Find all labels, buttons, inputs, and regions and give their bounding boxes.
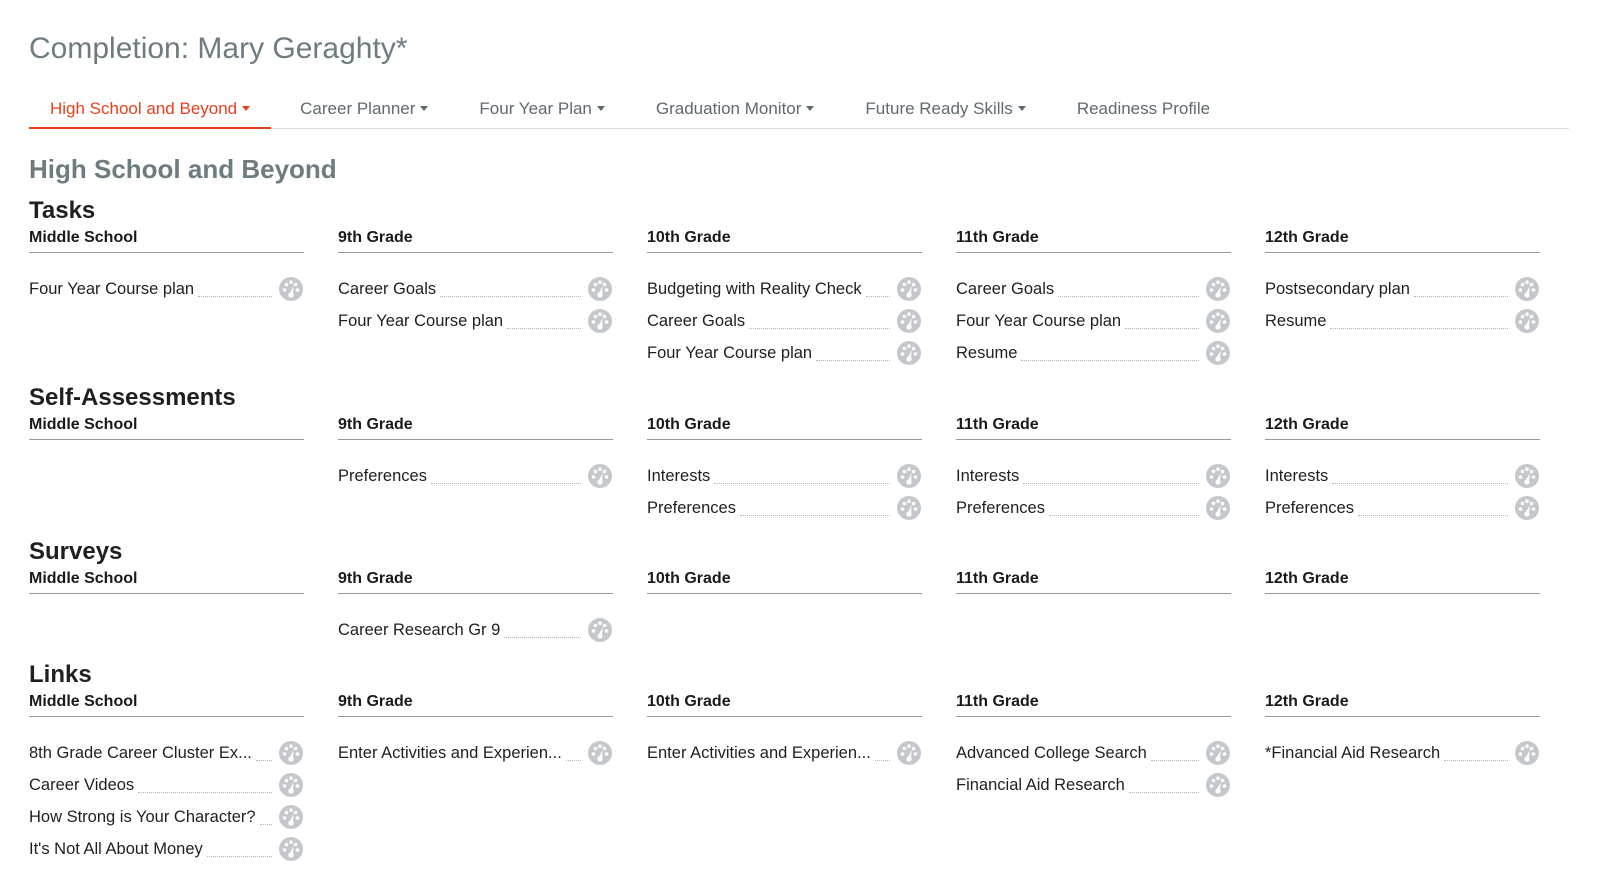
- dotted-leader: [1358, 514, 1508, 516]
- grade-column: [338, 413, 613, 524]
- tab-future-ready-skills[interactable]: [865, 88, 1025, 128]
- dotted-leader: [1058, 295, 1199, 297]
- dotted-leader: [260, 823, 272, 825]
- page-title: Completion: Mary Geraghty*: [29, 32, 408, 65]
- item-label[interactable]: Career Goals: [338, 279, 437, 298]
- chevron-down-icon: [806, 106, 814, 111]
- gauge-icon[interactable]: [1205, 276, 1231, 302]
- list-item[interactable]: [647, 492, 922, 524]
- grade-column: [1265, 413, 1540, 524]
- item-label[interactable]: Postsecondary plan: [1265, 279, 1410, 298]
- item-list: [956, 460, 1231, 524]
- dotted-leader: [749, 327, 890, 329]
- grade-header: Middle School: [29, 413, 304, 440]
- item-list: [338, 460, 613, 492]
- grade-header: 9th Grade: [338, 567, 613, 594]
- item-list: [647, 460, 922, 524]
- gauge-icon[interactable]: [278, 772, 304, 798]
- grade-column: [1265, 567, 1540, 646]
- tab-four-year-plan[interactable]: [479, 88, 604, 128]
- list-item[interactable]: [647, 273, 922, 305]
- gauge-icon[interactable]: [587, 308, 613, 334]
- list-item[interactable]: [29, 273, 304, 305]
- list-item[interactable]: [1265, 460, 1540, 492]
- gauge-icon[interactable]: [1205, 772, 1231, 798]
- grade-header: 11th Grade: [956, 690, 1231, 717]
- dotted-leader: [1129, 791, 1199, 793]
- item-label[interactable]: *Financial Aid Research: [1265, 743, 1441, 762]
- item-label[interactable]: Preferences: [338, 466, 427, 485]
- item-label[interactable]: Resume: [1265, 311, 1327, 330]
- dotted-leader: [198, 295, 272, 297]
- item-label[interactable]: Four Year Course plan: [29, 279, 195, 298]
- chevron-down-icon: [242, 106, 250, 111]
- dotted-leader: [504, 636, 581, 638]
- gauge-icon[interactable]: [1514, 463, 1540, 489]
- gauge-icon[interactable]: [587, 740, 613, 766]
- list-item[interactable]: [29, 737, 304, 769]
- gauge-icon[interactable]: [1205, 495, 1231, 521]
- gauge-icon[interactable]: [1514, 495, 1540, 521]
- grade-header: 10th Grade: [647, 690, 922, 717]
- group-title: Surveys: [29, 538, 123, 565]
- gauge-icon[interactable]: [896, 740, 922, 766]
- dotted-leader: [866, 295, 890, 297]
- item-label[interactable]: Financial Aid Research: [956, 775, 1125, 794]
- item-label[interactable]: Career Videos: [29, 775, 135, 794]
- list-item[interactable]: [956, 492, 1231, 524]
- group-surveys: [29, 537, 1569, 646]
- list-item[interactable]: [1265, 305, 1540, 337]
- list-item[interactable]: [29, 769, 304, 801]
- list-item[interactable]: [1265, 492, 1540, 524]
- item-label[interactable]: Advanced College Search: [956, 743, 1147, 762]
- grade-column: [29, 690, 304, 865]
- gauge-icon[interactable]: [896, 495, 922, 521]
- item-label[interactable]: Four Year Course plan: [956, 311, 1122, 330]
- list-item[interactable]: [956, 305, 1231, 337]
- grade-column: [956, 413, 1231, 524]
- list-item[interactable]: [647, 737, 922, 769]
- tab-bar: [29, 88, 1569, 129]
- item-label[interactable]: How Strong is Your Character?: [29, 807, 256, 826]
- gauge-icon[interactable]: [1514, 276, 1540, 302]
- grade-header: 9th Grade: [338, 226, 613, 253]
- list-item[interactable]: [338, 305, 613, 337]
- list-item[interactable]: [647, 460, 922, 492]
- tab-high-school-and-beyond[interactable]: [50, 88, 250, 128]
- list-item[interactable]: [1265, 273, 1540, 305]
- group-self-assessments: [29, 383, 1569, 524]
- grade-column: [956, 226, 1231, 369]
- grade-header: Middle School: [29, 690, 304, 717]
- gauge-icon[interactable]: [587, 617, 613, 643]
- item-label[interactable]: Career Research Gr 9: [338, 620, 501, 639]
- list-item[interactable]: [647, 337, 922, 369]
- grade-header: 12th Grade: [1265, 413, 1540, 440]
- group-title: Links: [29, 661, 92, 688]
- grade-header: 11th Grade: [956, 413, 1231, 440]
- item-list: [1265, 737, 1540, 769]
- grade-column: [29, 226, 304, 369]
- item-label[interactable]: Preferences: [956, 498, 1045, 517]
- grade-header: 11th Grade: [956, 567, 1231, 594]
- list-item[interactable]: [956, 769, 1231, 801]
- item-list: [1265, 273, 1540, 337]
- item-label[interactable]: Interests: [956, 466, 1020, 485]
- grade-header: 11th Grade: [956, 226, 1231, 253]
- dotted-leader: [740, 514, 890, 516]
- grade-column: [338, 567, 613, 646]
- dotted-leader: [566, 759, 581, 761]
- item-label[interactable]: Enter Activities and Experien...: [647, 743, 871, 762]
- grade-column: [1265, 690, 1540, 865]
- item-list: [338, 614, 613, 646]
- list-item[interactable]: [29, 833, 304, 865]
- list-item[interactable]: [647, 305, 922, 337]
- item-list: [647, 273, 922, 369]
- gauge-icon[interactable]: [896, 308, 922, 334]
- item-label[interactable]: Budgeting with Reality Check: [647, 279, 862, 298]
- gauge-icon[interactable]: [896, 276, 922, 302]
- dotted-leader: [1332, 482, 1508, 484]
- item-label[interactable]: Enter Activities and Experien...: [338, 743, 562, 762]
- section-heading: High School and Beyond: [29, 154, 337, 184]
- grade-columns: [29, 413, 1569, 524]
- grade-column: [29, 413, 304, 524]
- list-item[interactable]: [29, 801, 304, 833]
- grade-column: [956, 690, 1231, 865]
- grade-columns: [29, 567, 1569, 646]
- gauge-icon[interactable]: [1205, 340, 1231, 366]
- dotted-leader: [1444, 759, 1508, 761]
- tab-career-planner[interactable]: [300, 88, 428, 128]
- tab-label: Four Year Plan: [479, 99, 592, 118]
- dotted-leader: [440, 295, 581, 297]
- dotted-leader: [1023, 482, 1199, 484]
- item-label[interactable]: It's Not All About Money: [29, 839, 203, 858]
- list-item[interactable]: [956, 460, 1231, 492]
- tab-label: Future Ready Skills: [865, 99, 1013, 118]
- grade-column: [647, 226, 922, 369]
- dotted-leader: [1330, 327, 1508, 329]
- gauge-icon[interactable]: [1514, 740, 1540, 766]
- group-tasks: [29, 196, 1569, 369]
- dotted-leader: [714, 482, 890, 484]
- grade-column: [647, 413, 922, 524]
- tab-label: Career Planner: [300, 99, 416, 118]
- gauge-icon[interactable]: [896, 463, 922, 489]
- item-label[interactable]: Career Goals: [956, 279, 1055, 298]
- tab-label: Graduation Monitor: [655, 99, 802, 118]
- grade-header: 12th Grade: [1265, 226, 1540, 253]
- item-list: [647, 737, 922, 769]
- tab-label: Readiness Profile: [1076, 99, 1211, 118]
- item-label[interactable]: Interests: [1265, 466, 1329, 485]
- dotted-leader: [1049, 514, 1199, 516]
- grade-header: 9th Grade: [338, 690, 613, 717]
- group-links: [29, 660, 1569, 865]
- dotted-leader: [1021, 359, 1199, 361]
- gauge-icon[interactable]: [587, 276, 613, 302]
- item-label[interactable]: 8th Grade Career Cluster Ex...: [29, 743, 252, 762]
- item-list: [956, 737, 1231, 801]
- item-label[interactable]: Four Year Course plan: [338, 311, 504, 330]
- dotted-leader: [256, 759, 272, 761]
- item-label[interactable]: Interests: [647, 466, 711, 485]
- gauge-icon[interactable]: [278, 740, 304, 766]
- group-title: Self-Assessments: [29, 384, 236, 411]
- chevron-down-icon: [420, 106, 428, 111]
- grade-header: Middle School: [29, 226, 304, 253]
- grade-header: 9th Grade: [338, 413, 613, 440]
- grade-columns: [29, 690, 1569, 865]
- grade-column: [29, 567, 304, 646]
- gauge-icon[interactable]: [1205, 740, 1231, 766]
- grade-header: 10th Grade: [647, 413, 922, 440]
- dotted-leader: [138, 791, 272, 793]
- gauge-icon[interactable]: [1514, 308, 1540, 334]
- item-label[interactable]: Preferences: [1265, 498, 1354, 517]
- dotted-leader: [1125, 327, 1199, 329]
- grade-column: [956, 567, 1231, 646]
- list-item[interactable]: [1265, 737, 1540, 769]
- grade-column: [338, 226, 613, 369]
- item-list: [338, 273, 613, 337]
- dotted-leader: [431, 482, 581, 484]
- item-list: [338, 737, 613, 769]
- item-label[interactable]: Four Year Course plan: [647, 343, 813, 362]
- gauge-icon[interactable]: [278, 804, 304, 830]
- list-item[interactable]: [956, 273, 1231, 305]
- item-list: [29, 737, 304, 865]
- item-list: [1265, 460, 1540, 524]
- dotted-leader: [507, 327, 581, 329]
- dotted-leader: [1151, 759, 1199, 761]
- chevron-down-icon: [597, 106, 605, 111]
- gauge-icon[interactable]: [278, 836, 304, 862]
- dotted-leader: [1414, 295, 1508, 297]
- page: [0, 0, 1600, 129]
- tab-readiness-profile[interactable]: [1077, 88, 1210, 128]
- grade-columns: [29, 226, 1569, 369]
- grade-header: 10th Grade: [647, 567, 922, 594]
- tab-label: High School and Beyond: [50, 99, 238, 118]
- list-item[interactable]: [956, 337, 1231, 369]
- group-title: Tasks: [29, 197, 96, 224]
- dotted-leader: [875, 759, 890, 761]
- grade-column: [647, 567, 922, 646]
- grade-header: 12th Grade: [1265, 690, 1540, 717]
- item-label[interactable]: Resume: [956, 343, 1018, 362]
- chevron-down-icon: [1018, 106, 1026, 111]
- list-item[interactable]: [956, 737, 1231, 769]
- list-item[interactable]: [338, 614, 613, 646]
- grade-column: [338, 690, 613, 865]
- item-list: [29, 273, 304, 305]
- item-label[interactable]: Preferences: [647, 498, 736, 517]
- gauge-icon[interactable]: [1205, 308, 1231, 334]
- dotted-leader: [207, 855, 272, 857]
- grade-column: [647, 690, 922, 865]
- gauge-icon[interactable]: [1205, 463, 1231, 489]
- dotted-leader: [816, 359, 890, 361]
- list-item[interactable]: [338, 737, 613, 769]
- grade-header: 12th Grade: [1265, 567, 1540, 594]
- grade-header: Middle School: [29, 567, 304, 594]
- gauge-icon[interactable]: [278, 276, 304, 302]
- grade-column: [1265, 226, 1540, 369]
- gauge-icon[interactable]: [896, 340, 922, 366]
- item-list: [956, 273, 1231, 369]
- list-item[interactable]: [338, 273, 613, 305]
- grade-header: 10th Grade: [647, 226, 922, 253]
- tab-graduation-monitor[interactable]: [656, 88, 815, 128]
- gauge-icon[interactable]: [587, 463, 613, 489]
- list-item[interactable]: [338, 460, 613, 492]
- item-label[interactable]: Career Goals: [647, 311, 746, 330]
